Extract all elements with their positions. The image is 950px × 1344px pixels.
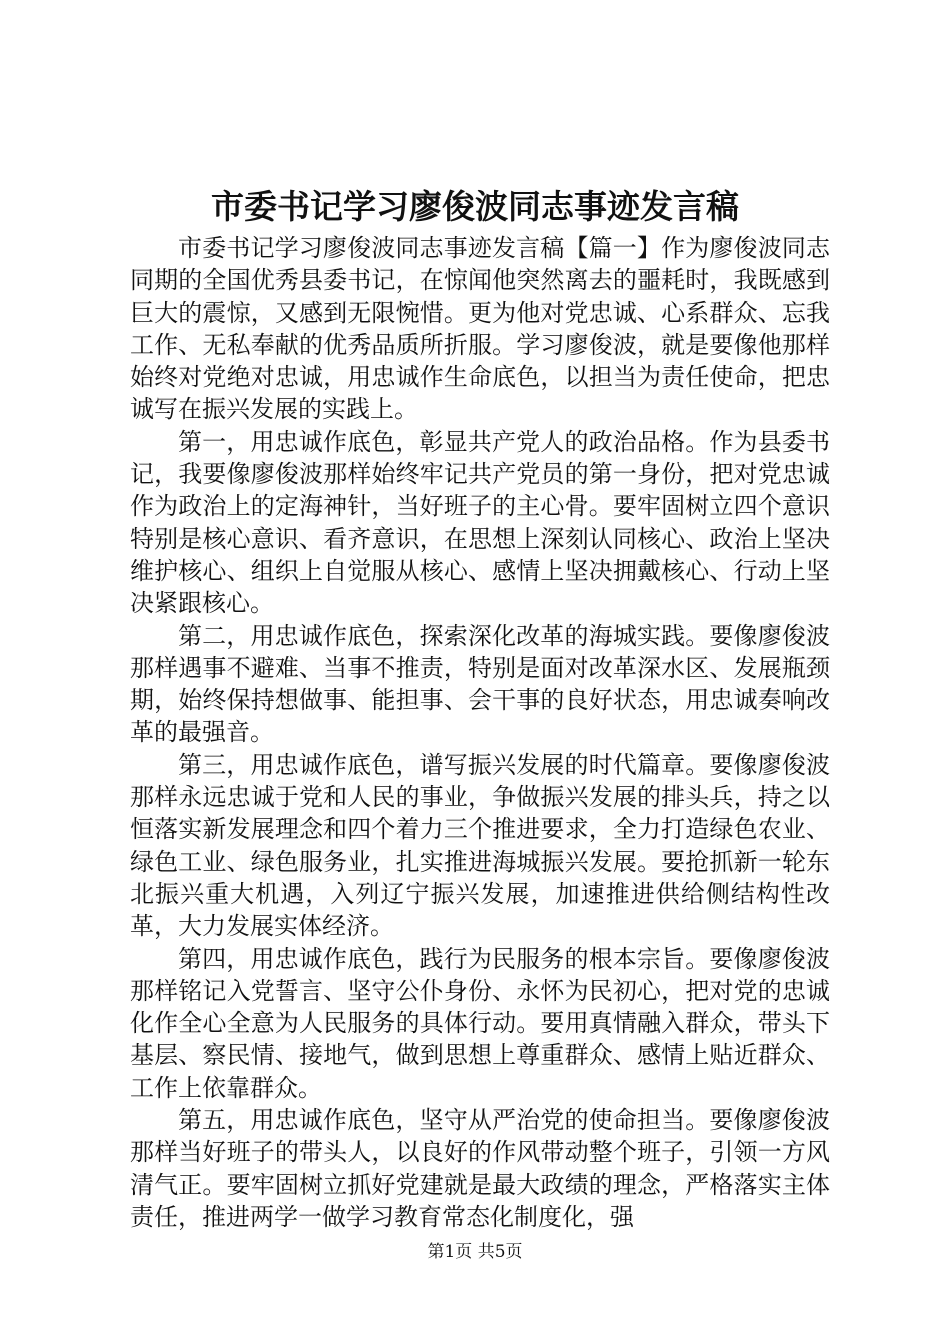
page-footer: 第1页 共5页	[427, 1242, 523, 1262]
document-title: 市委书记学习廖俊波同志事迹发言稿	[211, 187, 739, 226]
paragraph-intro: 市委书记学习廖俊波同志事迹发言稿【篇一】作为廖俊波同志同期的全国优秀县委书记，在惊闻他突然离去的噩耗时，我既感到巨大的震惊，又感到无限惋惜。更为他对党忠诚、心系群众、忘我工作、无私奉献的优秀品质所折服。学习廖俊波，就是要像他那样始终对党绝对忠诚，用忠诚作生命底色，以担当为责任使命，把忠诚写在振兴发展的实践上。	[130, 234, 830, 424]
paragraph-third: 第三，用忠诚作底色，谱写振兴发展的时代篇章。要像廖俊波那样永远忠诚于党和人民的事业，争做振兴发展的排头兵，持之以恒落实新发展理念和四个着力三个推进要求，全力打造绿色农业、绿色工业、绿色服务业，扎实推进海城振兴发展。要抢抓新一轮东北振兴重大机遇，入列辽宁振兴发展，加速推进供给侧结构性改革，大力发展实体经济。	[130, 750, 830, 941]
document-body	[130, 232, 830, 1233]
paragraph-fourth: 第四，用忠诚作底色，践行为民服务的根本宗旨。要像廖俊波那样铭记入党誓言、坚守公仆身份、永怀为民初心，把对党的忠诚化作全心全意为人民服务的具体行动。要用真情融入群众，带头下基层、察民情、接地气，做到思想上尊重群众、感情上贴近群众、工作上依靠群众。	[130, 944, 830, 1102]
paragraph-first: 第一，用忠诚作底色，彰显共产党人的政治品格。作为县委书记，我要像廖俊波那样始终牢记共产党员的第一身份，把对党忠诚作为政治上的定海神针，当好班子的主心骨。要牢固树立四个意识特别是核心意识、看齐意识，在思想上深刻认同核心、政治上坚决维护核心、组织上自觉服从核心、感情上坚决拥戴核心、行动上坚决紧跟核心。	[130, 427, 830, 618]
paragraph-second: 第二，用忠诚作底色，探索深化改革的海城实践。要像廖俊波那样遇事不避难、当事不推责，特别是面对改革深水区、发展瓶颈期，始终保持想做事、能担事、会干事的良好状态，用忠诚奏响改革的最强音。	[130, 621, 830, 747]
paragraph-fifth: 第五，用忠诚作底色，坚守从严治党的使命担当。要像廖俊波那样当好班子的带头人，以良好的作风带动整个班子，引领一方风清气正。要牢固树立抓好党建就是最大政绩的理念，严格落实主体责任，推进两学一做学习教育常态化制度化，强	[130, 1106, 830, 1231]
